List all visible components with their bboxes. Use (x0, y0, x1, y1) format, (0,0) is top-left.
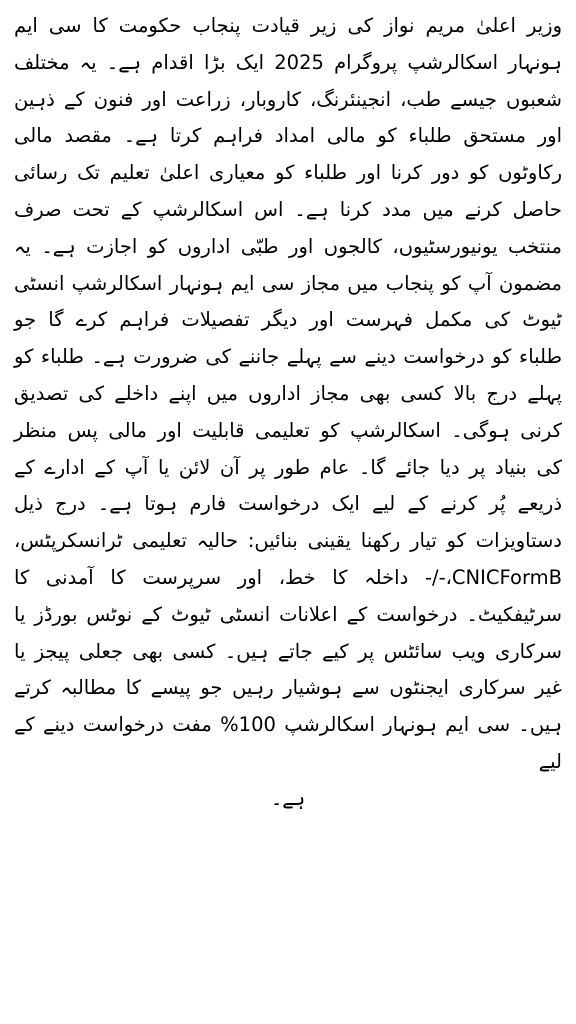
article-body (14, 8, 562, 781)
article-closing-line: ہے۔ (270, 786, 306, 810)
article-paragraph: وزیر اعلیٰ مریم نواز کی زیر قیادت پنجاب حکومت کا سی ایم ہونہار اسکالرشپ پروگرام 2025 ایک بڑا اقدام ہے۔ یہ مختلف شعبوں جیسے طب، انجینئرنگ، کاروبار، زراعت اور فنون کے ذہین اور مستحق طلباء کو مالی امداد فراہم کرتا ہے۔ مقصد مالی رکاوٹوں کو دور کرنا اور طلباء کو معیاری اعلیٰ تعلیم تک رسائی حاصل کرنے میں مدد کرنا ہے۔ اس اسکالرشپ کے تحت صرف منتخب یونیورسٹیوں، کالجوں اور طبّی اداروں کو اجازت ہے۔ یہ مضمون آپ کو پنجاب میں مجاز سی ایم ہونہار اسکالرشپ انسٹی ٹیوٹ کی مکمل فہرست اور دیگر تفصیلات فراہم کرے گا جو طلباء کو درخواست دینے سے پہلے جاننے کی ضرورت ہے۔ طلباء کو پہلے درج بالا کسی بھی مجاز اداروں میں اپنے داخلے کی تصدیق کرنی ہوگی۔ اسکالرشپ کو تعلیمی قابلیت اور مالی پس منظر کی بنیاد پر دیا جائے گا۔ عام طور پر آن لائن یا آپ کے ادارے کے ذریعے پُر کرنے کے لیے ایک درخواست فارم ہوتا ہے۔ درج ذیل دستاویزات کو تیار رکھنا یقینی بنائیں: حالیہ تعلیمی ٹرانسکرپٹس، CNICFormB،-/- داخلہ کا خط، اور سرپرست کا آمدنی کا سرٹیفکیٹ۔ درخواست کے اعلانات انسٹی ٹیوٹ کے نوٹس بورڈز یا سرکاری ویب سائٹس پر کیے جاتے ہیں۔ کسی بھی جعلی پیجز یا غیر سرکاری ایجنٹوں سے ہوشیار رہیں جو پیسے کا مطالبہ کرتے ہیں۔ سی ایم ہونہار اسکالرشپ 100% مفت درخواست دینے کے لیے (14, 14, 562, 773)
